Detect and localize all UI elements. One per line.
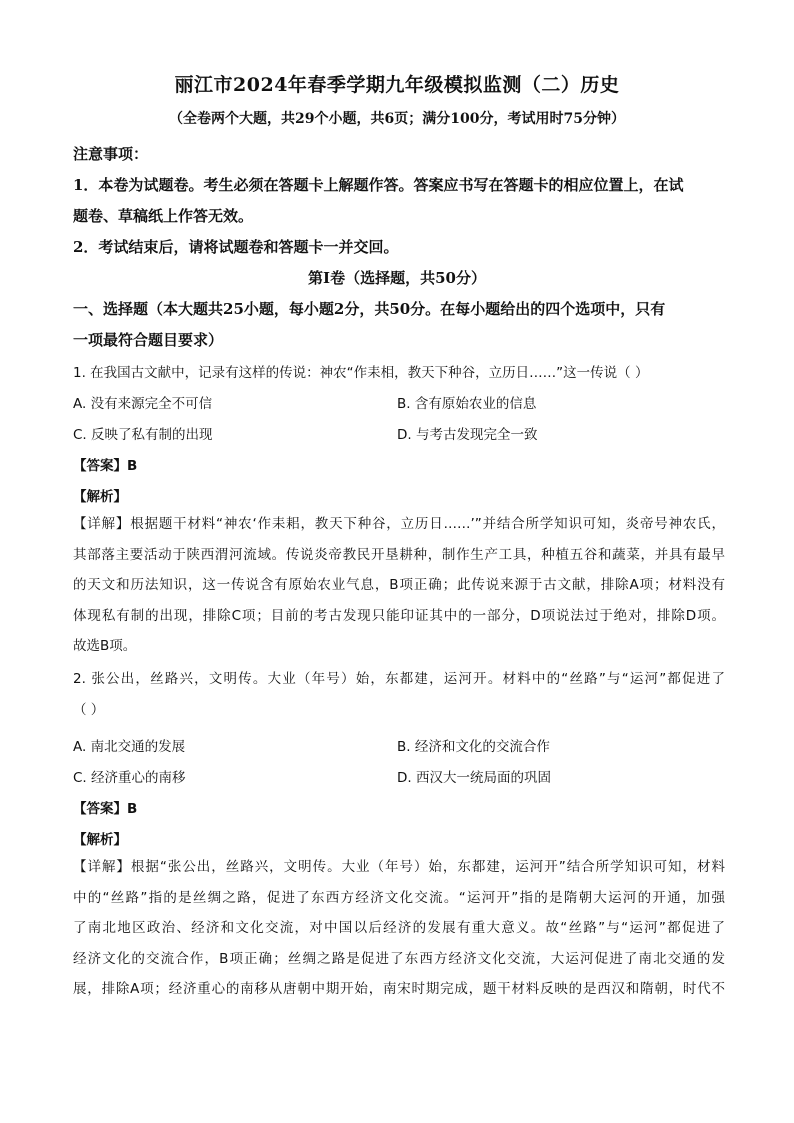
question-1-detail-line: 其部落主要活动于陕西渭河流域。传说炎帝教民开垦耕种，制作生产工具，种植五谷和蔬菜，并具有最早 <box>73 546 725 563</box>
question-1-option-d: D. 与考古发现完全一致 <box>397 427 538 443</box>
question-1-answer: 【答案】B <box>73 458 138 474</box>
question-1-detail-line: 【详解】根据题干材料“神农‘作耒耜，教天下种谷，立历日……’”并结合所学知识可知，炎帝号神农氏， <box>73 516 725 532</box>
question-1-detail-line: 故选B项。 <box>73 638 137 655</box>
question-2-answer: 【答案】B <box>73 801 138 817</box>
question-1-detail-line: 体现私有制的出现，排除C项；目前的考古发现只能印证其中的一部分，D项说法过于绝对，排除D项。 <box>73 607 725 624</box>
question-1-stem: 1. 在我国古文献中，记录有这样的传说：神农“作耒相，教天下种谷，立历日……”这一传说（ ） <box>73 365 649 381</box>
section-title: 第Ⅰ卷（选择题，共50分） <box>308 269 486 287</box>
question-2-detail <box>73 852 725 1005</box>
question-2-detail-line: 展，排除A项；经济重心的南移从唐朝中期开始，南宋时期完成，题干材料反映的是西汉和隋朝，时代不 <box>73 981 725 998</box>
question-2-option-c: C. 经济重心的南移 <box>73 770 186 786</box>
exam-subtitle: （全卷两个大题，共29个小题，共6页；满分100分，考试用时75分钟） <box>169 111 625 127</box>
question-2-stem <box>73 664 725 725</box>
question-2-option-d: D. 西汉大一统局面的巩固 <box>397 770 551 786</box>
exam-title: 丽江市2024年春季学期九年级模拟监测（二）历史 <box>174 74 620 96</box>
section-instructions-line-1: 一、选择题（本大题共25小题，每小题2分，共50分。在每小题给出的四个选项中，只有 <box>73 300 666 318</box>
question-2-stem-line-1: 2. 张公出，丝路兴，文明传。大业（年号）始，东都建，运河开。材料中的“丝路”与“运河”都促进了 <box>73 671 725 687</box>
question-2-detail-line: 【详解】根据“张公出，丝路兴，文明传。大业（年号）始，东都建，运河开”结合所学知识可知，材料 <box>73 859 725 875</box>
question-2-option-b: B. 经济和文化的交流合作 <box>397 739 550 755</box>
question-1-option-b: B. 含有原始农业的信息 <box>397 396 537 412</box>
question-1-option-c: C. 反映了私有制的出现 <box>73 427 213 443</box>
notes-heading: 注意事项： <box>73 145 149 163</box>
notes-item-1-line-2: 题卷、草稿纸上作答无效。 <box>73 207 254 225</box>
question-2-detail-line: 经济文化的交流合作，B项正确；丝绸之路是促进了东西方经济文化交流，大运河促进了南北交通的发 <box>73 950 725 967</box>
notes-item-2: 2．考试结束后，请将试题卷和答题卡一并交回。 <box>73 238 399 256</box>
notes-item-1-line-1: 1．本卷为试题卷。考生必须在答题卡上解题作答。答案应书写在答题卡的相应位置上，在试 <box>73 176 684 194</box>
section-instructions-line-2: 一项最符合题目要求） <box>73 331 224 349</box>
question-1-option-a: A. 没有来源完全不可信 <box>73 396 213 412</box>
question-2-stem-line-2: （ ） <box>73 701 105 718</box>
question-2-detail-line: 了南北地区政治、经济和文化交流，对中国以后经济的发展有重大意义。故“丝路”与“运河”都促进了 <box>73 920 725 937</box>
question-1-detail-line: 的天文和历法知识，这一传说含有原始农业气息，B项正确；此传说来源于古文献，排除A项；材料没有 <box>73 577 725 594</box>
question-2-detail-line: 中的“丝路”指的是丝绸之路，促进了东西方经济文化交流。“运河开”指的是隋朝大运河的开通，加强 <box>73 889 725 906</box>
question-1-detail <box>73 509 725 662</box>
question-2-option-a: A. 南北交通的发展 <box>73 739 186 755</box>
question-2-analysis-label: 【解析】 <box>73 832 127 848</box>
question-1-analysis-label: 【解析】 <box>73 489 127 505</box>
